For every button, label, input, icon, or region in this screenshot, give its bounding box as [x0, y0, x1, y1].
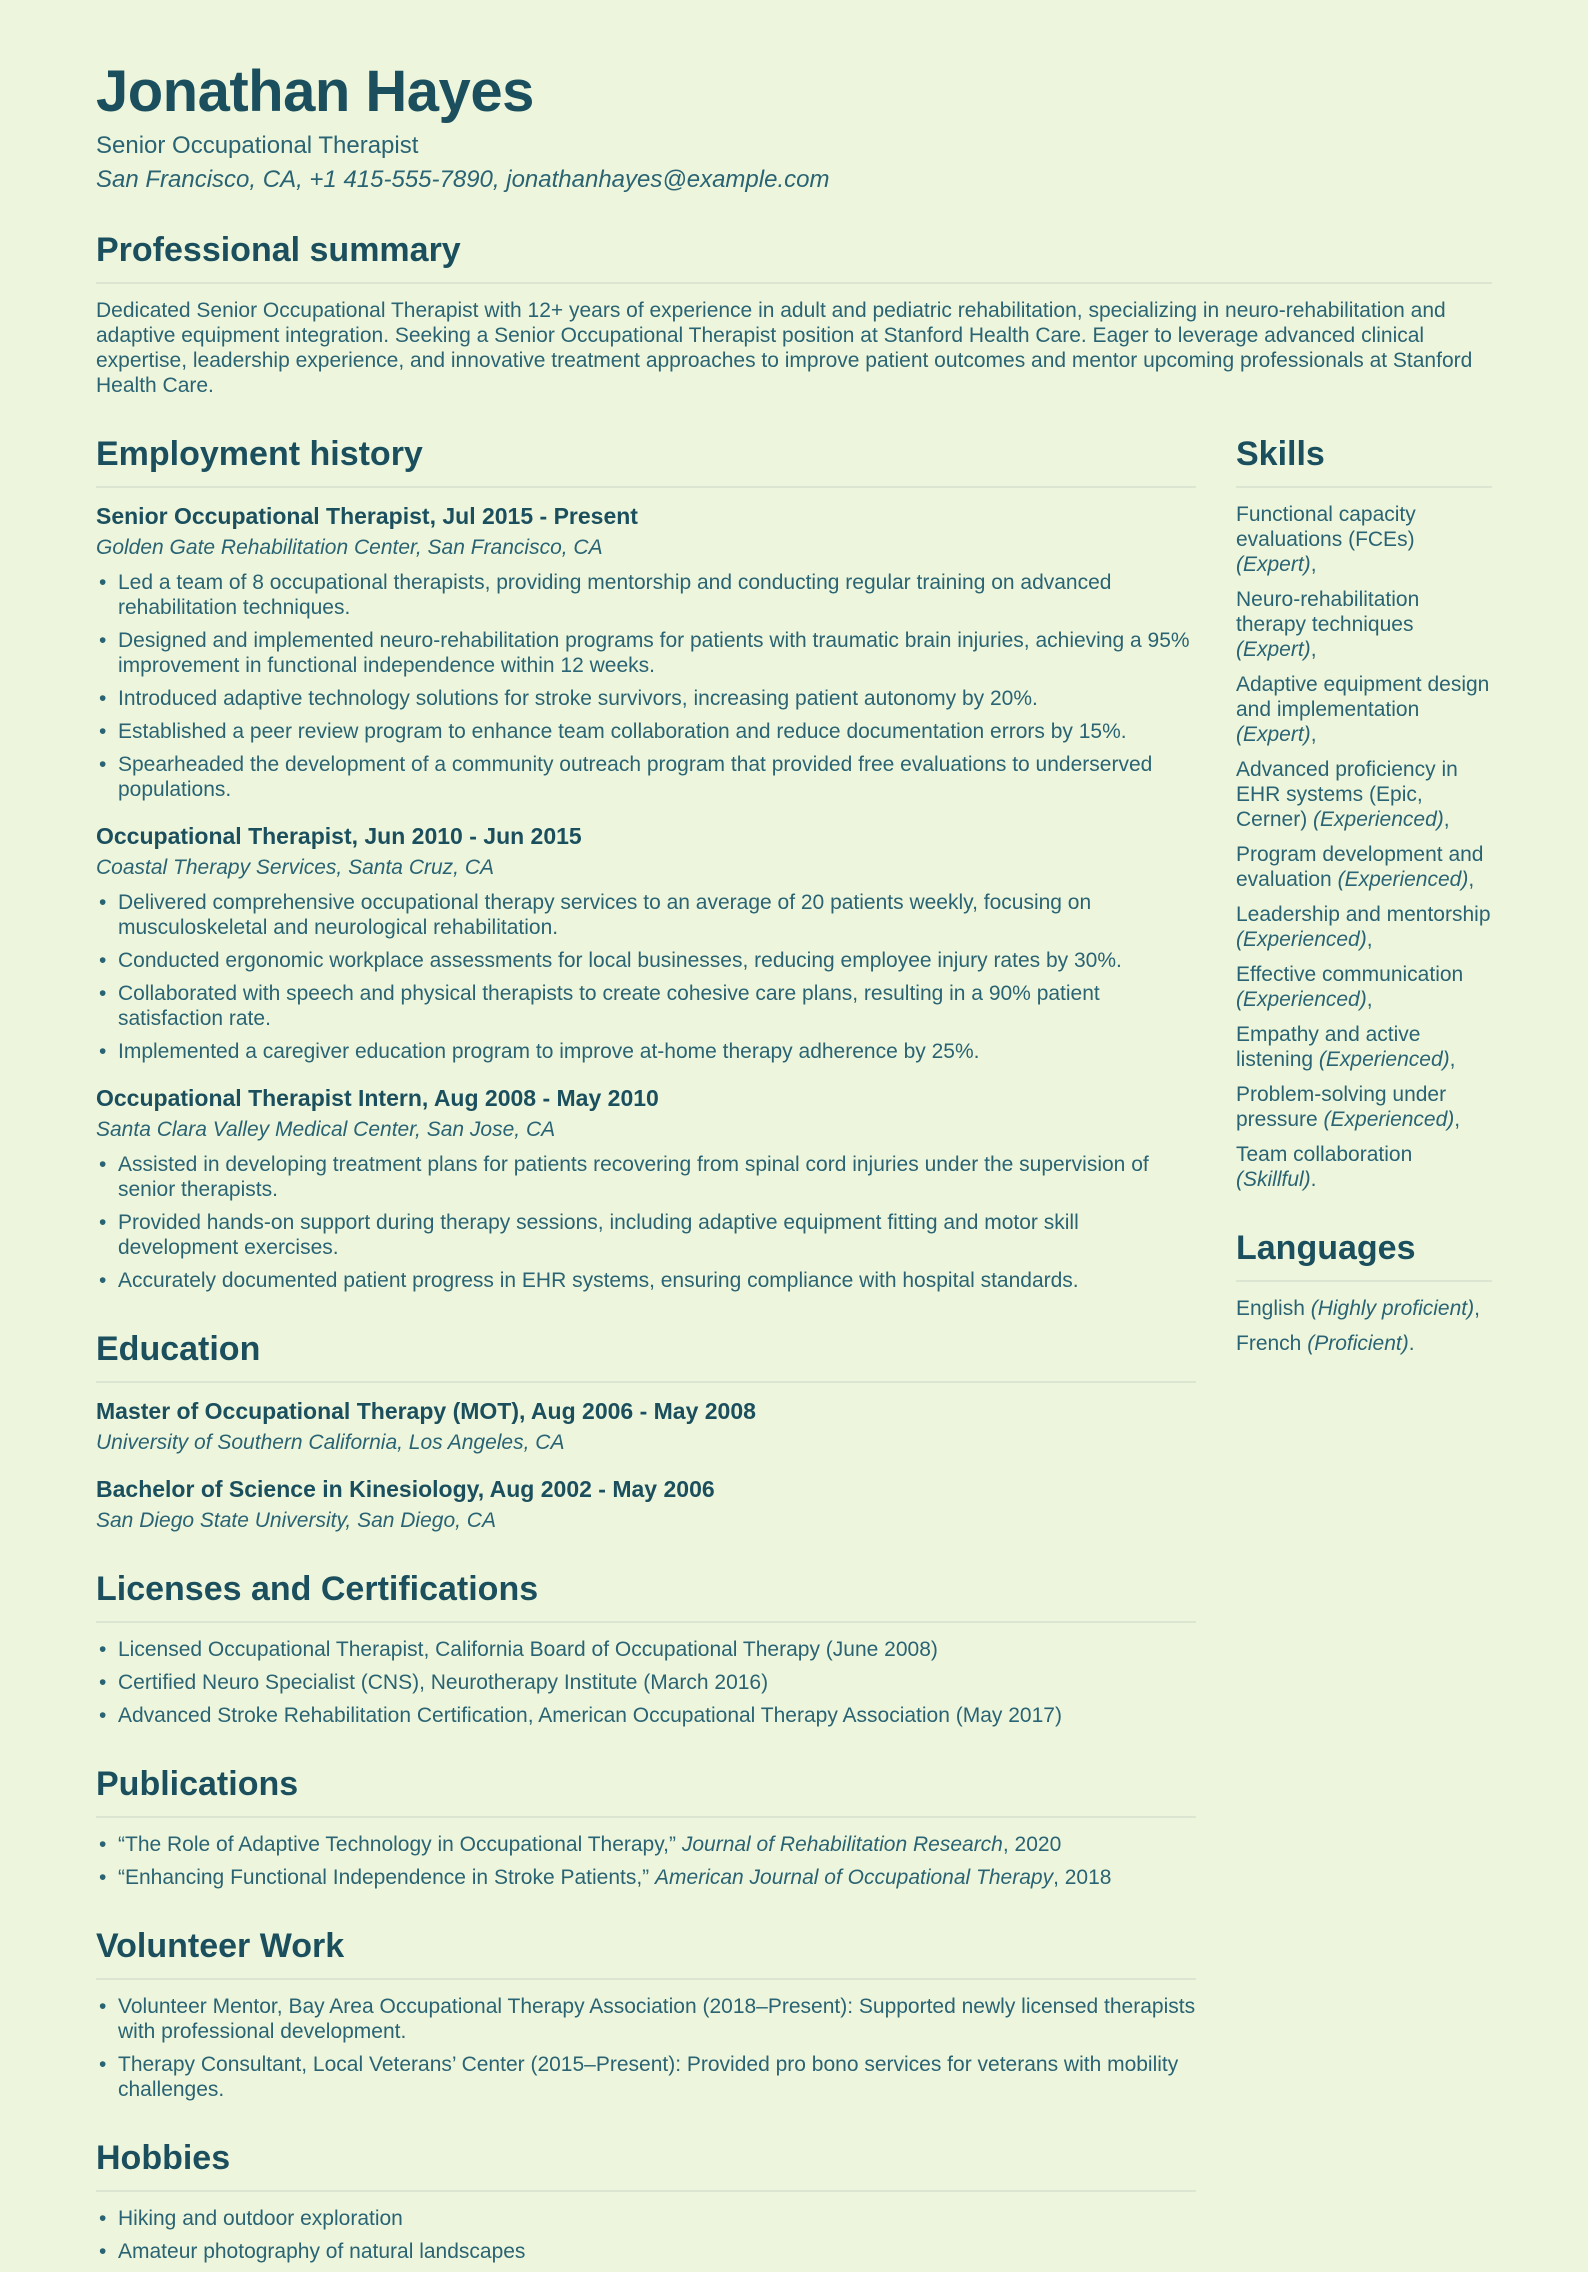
skill-item	[1236, 902, 1492, 952]
job-entry	[96, 822, 1196, 1064]
publication-title: “The Role of Adaptive Technology in Occupational Therapy,”	[118, 1833, 676, 1856]
summary-heading: Professional summary	[96, 230, 1492, 284]
job-entry	[96, 1084, 1196, 1293]
skill-item	[1236, 502, 1492, 577]
section-publications	[96, 1764, 1196, 1890]
language-separator: ,	[1474, 1297, 1480, 1320]
section-hobbies	[96, 2138, 1196, 2264]
job-bullet: • Assisted in developing treatment plans for patients recovering from spinal cord injuries under the supervision of senior therapists.	[96, 1152, 1196, 1202]
skill-item	[1236, 672, 1492, 747]
publication-year: , 2018	[1053, 1866, 1112, 1889]
language-level: (Proficient)	[1307, 1332, 1409, 1355]
education-heading: Education	[96, 1329, 1196, 1383]
job-bullet: • Introduced adaptive technology solutions for stroke survivors, increasing patient autonomy by 20%.	[96, 686, 1196, 711]
skill-level: (Skillful)	[1236, 1168, 1311, 1191]
skill-item	[1236, 587, 1492, 662]
summary-text: Dedicated Senior Occupational Therapist with 12+ years of experience in adult and pediatric rehabilitation, specializing in neuro-rehabilitation and adaptive equipment integration. Seeking a Senior Occupational Therapist position at Stanford Health Care. Eager to leverage advanced clinical expertise, leadership experience, and innovative treatment approaches to improve patient outcomes and mentor upcoming professionals at Stanford Health Care.	[96, 299, 1473, 397]
job-bullet: • Collaborated with speech and physical therapists to create cohesive care plans, resulting in a 90% patient satisfaction rate.	[96, 981, 1196, 1031]
job-title-line: Occupational Therapist Intern, Aug 2008 - May 2010	[96, 1085, 659, 1111]
skill-name: Neuro-rehabilitation therapy techniques	[1236, 588, 1420, 636]
job-bullet-list	[96, 570, 1196, 802]
skill-level: (Experienced)	[1236, 928, 1367, 951]
language-item	[1236, 1296, 1492, 1321]
skills-list	[1236, 502, 1492, 1192]
job-bullet: • Delivered comprehensive occupational therapy services to an average of 20 patients weekly, focusing on musculoskeletal and neurological rehabilitation.	[96, 890, 1196, 940]
publication-item	[96, 1832, 1196, 1857]
skill-separator: ,	[1310, 723, 1317, 746]
skill-level: (Experienced)	[1313, 808, 1444, 831]
resume-header	[96, 60, 1492, 194]
skill-separator: ,	[1310, 553, 1317, 576]
section-languages	[1236, 1228, 1492, 1356]
publication-title: “Enhancing Functional Independence in Stroke Patients,”	[118, 1866, 650, 1889]
skill-separator: ,	[1468, 868, 1475, 891]
skill-name: Problem-solving under pressure	[1236, 1083, 1447, 1131]
section-employment	[96, 434, 1196, 1293]
skill-name: Advanced proficiency in EHR systems (Epic, Cerner)	[1236, 758, 1458, 831]
main-column	[96, 398, 1196, 2272]
header-job-title: Senior Occupational Therapist	[96, 132, 419, 159]
licenses-list	[96, 1637, 1196, 1728]
publications-list	[96, 1832, 1196, 1890]
skill-separator: ,	[1366, 988, 1373, 1011]
volunteer-item: • Therapy Consultant, Local Veterans’ Center (2015–Present): Provided pro bono services for veterans with mobility challenges.	[96, 2052, 1196, 2102]
person-name: Jonathan Hayes	[96, 59, 534, 124]
section-volunteer	[96, 1926, 1196, 2102]
skill-name: Adaptive equipment design and implementation	[1236, 673, 1490, 721]
skill-name: Team collaboration	[1236, 1143, 1413, 1166]
language-name: French	[1236, 1332, 1302, 1355]
languages-list	[1236, 1296, 1492, 1356]
degree-school-line: University of Southern California, Los Angeles, CA	[96, 1431, 565, 1454]
skill-item	[1236, 1082, 1492, 1132]
skill-level: (Expert)	[1236, 553, 1311, 576]
section-education	[96, 1329, 1196, 1533]
publication-item	[96, 1865, 1196, 1890]
job-bullet-list	[96, 890, 1196, 1064]
skill-level: (Experienced)	[1236, 988, 1367, 1011]
publication-journal: Journal of Rehabilitation Research	[681, 1833, 1003, 1856]
degree-title-line: Bachelor of Science in Kinesiology, Aug 2002 - May 2006	[96, 1476, 715, 1502]
license-item: • Certified Neuro Specialist (CNS), Neurotherapy Institute (March 2016)	[96, 1670, 1196, 1695]
job-company-line: Coastal Therapy Services, Santa Cruz, CA	[96, 856, 494, 879]
hobby-item: • Amateur photography of natural landscapes	[96, 2239, 1196, 2264]
skill-separator: ,	[1443, 808, 1450, 831]
skill-level: (Experienced)	[1337, 868, 1469, 891]
license-item: • Licensed Occupational Therapist, California Board of Occupational Therapy (June 2008)	[96, 1637, 1196, 1662]
section-licenses	[96, 1569, 1196, 1728]
job-bullet: • Provided hands-on support during therapy sessions, including adaptive equipment fitting and motor skill development exercises.	[96, 1210, 1196, 1260]
license-item: • Advanced Stroke Rehabilitation Certification, American Occupational Therapy Association (May 2017)	[96, 1703, 1196, 1728]
job-company-line: Santa Clara Valley Medical Center, San Jose, CA	[96, 1118, 556, 1141]
skill-separator: ,	[1366, 928, 1373, 951]
volunteer-item: • Volunteer Mentor, Bay Area Occupational Therapy Association (2018–Present): Supported newly licensed therapists with professional development.	[96, 1994, 1196, 2044]
publication-journal: American Journal of Occupational Therapy	[655, 1866, 1054, 1889]
job-bullet: • Led a team of 8 occupational therapists, providing mentorship and conducting regular training on advanced rehabilitation techniques.	[96, 570, 1196, 620]
skill-item	[1236, 842, 1492, 892]
job-entry	[96, 502, 1196, 802]
language-level: (Highly proficient)	[1310, 1297, 1475, 1320]
language-name: English	[1236, 1297, 1305, 1320]
section-summary	[96, 230, 1492, 398]
skill-separator: ,	[1310, 638, 1317, 661]
job-bullet: • Spearheaded the development of a community outreach program that provided free evaluations to underserved populations.	[96, 752, 1196, 802]
degree-entry	[96, 1397, 1196, 1455]
skill-level: (Experienced)	[1318, 1048, 1450, 1071]
languages-heading: Languages	[1236, 1228, 1492, 1282]
skill-separator: ,	[1454, 1108, 1461, 1131]
job-title-line: Occupational Therapist, Jun 2010 - Jun 2015	[96, 823, 582, 849]
hobbies-heading: Hobbies	[96, 2138, 1196, 2192]
skill-separator: ,	[1449, 1048, 1456, 1071]
skill-item	[1236, 962, 1492, 1012]
job-bullet: • Accurately documented patient progress in EHR systems, ensuring compliance with hospital standards.	[96, 1268, 1196, 1293]
job-bullet-list	[96, 1152, 1196, 1293]
skill-name: Empathy and active listening	[1236, 1023, 1421, 1071]
publication-year: , 2020	[1002, 1833, 1062, 1856]
language-separator: .	[1408, 1332, 1415, 1355]
skill-separator: .	[1310, 1168, 1317, 1191]
volunteer-heading: Volunteer Work	[96, 1926, 1196, 1980]
degree-school-line: San Diego State University, San Diego, CA	[96, 1509, 496, 1532]
skill-item	[1236, 757, 1492, 832]
skill-level: (Expert)	[1236, 723, 1311, 746]
skill-level: (Experienced)	[1323, 1108, 1455, 1131]
language-item	[1236, 1331, 1492, 1356]
degree-entry	[96, 1475, 1196, 1533]
employment-heading: Employment history	[96, 434, 1196, 488]
skill-name: Leadership and mentorship	[1236, 903, 1491, 926]
licenses-heading: Licenses and Certifications	[96, 1569, 1196, 1623]
publications-heading: Publications	[96, 1764, 1196, 1818]
job-bullet: • Established a peer review program to enhance team collaboration and reduce documentation errors by 15%.	[96, 719, 1196, 744]
job-company-line: Golden Gate Rehabilitation Center, San Francisco, CA	[96, 536, 603, 559]
job-bullet: • Designed and implemented neuro-rehabilitation programs for patients with traumatic brain injuries, achieving a 95% improvement in functional independence within 12 weeks.	[96, 628, 1196, 678]
header-contact-line: San Francisco, CA, +1 415-555-7890, jonathanhayes@example.com	[96, 166, 830, 193]
hobbies-list	[96, 2206, 1196, 2264]
two-column-layout	[96, 398, 1492, 2272]
job-bullet: • Implemented a caregiver education program to improve at-home therapy adherence by 25%.	[96, 1039, 1196, 1064]
skill-name: Program development and evaluation	[1236, 843, 1484, 891]
volunteer-list	[96, 1994, 1196, 2102]
skill-name: Functional capacity evaluations (FCEs)	[1236, 503, 1416, 551]
skill-item	[1236, 1142, 1492, 1192]
degree-title-line: Master of Occupational Therapy (MOT), Aug 2006 - May 2008	[96, 1398, 756, 1424]
job-title-line: Senior Occupational Therapist, Jul 2015 - Present	[96, 503, 638, 529]
sidebar-column	[1236, 398, 1492, 1366]
skill-level: (Expert)	[1236, 638, 1311, 661]
section-skills	[1236, 434, 1492, 1192]
skill-name: Effective communication	[1236, 963, 1464, 986]
job-bullet: • Conducted ergonomic workplace assessments for local businesses, reducing employee injury rates by 30%.	[96, 948, 1196, 973]
hobby-item: • Hiking and outdoor exploration	[96, 2206, 1196, 2231]
skills-heading: Skills	[1236, 434, 1492, 488]
skill-item	[1236, 1022, 1492, 1072]
